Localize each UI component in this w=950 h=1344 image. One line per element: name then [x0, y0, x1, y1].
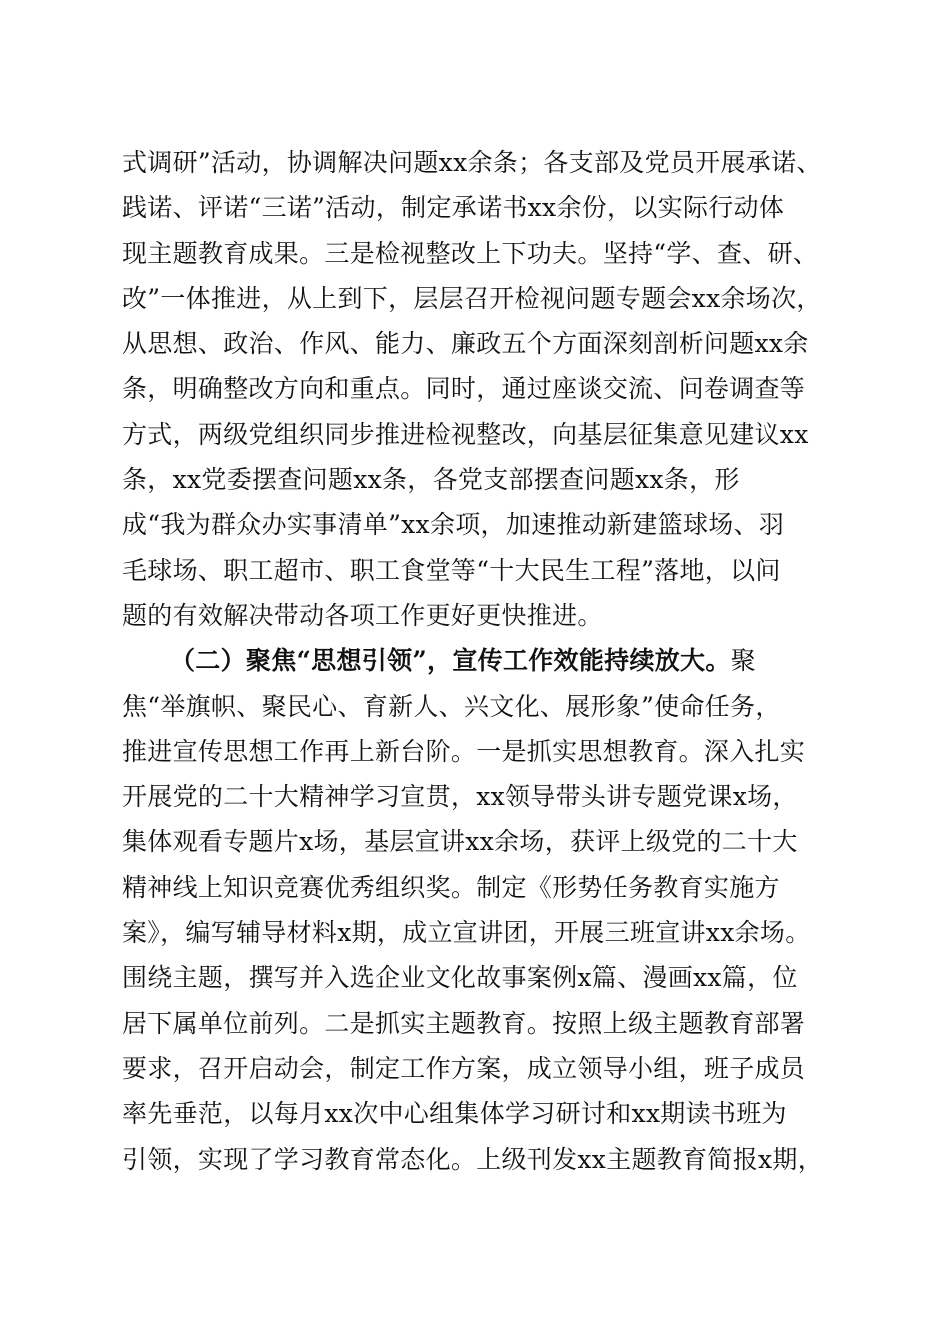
section-heading: （二）聚焦“思想引领”，宣传工作效能持续放大。	[170, 646, 731, 676]
paragraph-line: 围绕主题，撰写并入选企业文化故事案例x篇、漫画xx篇，位	[122, 963, 798, 993]
paragraph-line: 居下属单位前列。二是抓实主题教育。按照上级主题教育部署	[122, 1008, 806, 1038]
paragraph-line: 焦“举旗帜、聚民心、育新人、兴文化、展形象”使命任务，	[122, 691, 781, 721]
paragraph-line: 毛球场、职工超市、职工食堂等“十大民生工程”落地，以问	[122, 555, 781, 585]
paragraph-line: 改”一体推进，从上到下，层层召开检视问题专题会xx余场次，	[122, 283, 822, 313]
paragraph-line: 条，xx党委摆查问题xx条，各党支部摆查问题xx条，形	[122, 465, 740, 495]
document-body	[122, 140, 842, 1182]
paragraph-line: 成“我为群众办实事清单”xx余项，加速推动新建篮球场、羽	[122, 510, 785, 540]
paragraph-line: 践诺、评诺“三诺”活动，制定承诺书xx余份，以实际行动体	[122, 193, 785, 223]
paragraph-line: 案》，编写辅导材料x期，成立宣讲团，开展三班宣讲xx余场。	[122, 918, 811, 948]
heading-line-rest: 聚	[730, 646, 756, 676]
paragraph-1	[122, 140, 842, 638]
paragraph-line: 要求，召开启动会，制定工作方案，成立领导小组，班子成员	[122, 1053, 806, 1083]
paragraph-line: 方式，两级党组织同步推进检视整改，向基层征集意见建议xx	[122, 419, 809, 449]
paragraph-line: 题的有效解决带动各项工作更好更快推进。	[122, 600, 603, 630]
paragraph-line: 从思想、政治、作风、能力、廉政五个方面深刻剖析问题xx余	[122, 329, 809, 359]
paragraph-line: 现主题教育成果。三是检视整改上下功夫。坚持“学、查、研、	[122, 238, 819, 268]
paragraph-line: 精神线上知识竞赛优秀组织奖。制定《形势任务教育实施方	[122, 872, 780, 902]
paragraph-line: 引领，实现了学习教育常态化。上级刊发xx主题教育简报x期，	[122, 1144, 823, 1174]
paragraph-2	[122, 638, 842, 1182]
section-heading-line	[122, 638, 842, 683]
paragraph-line: 条，明确整改方向和重点。同时，通过座谈交流、问卷调查等	[122, 374, 806, 404]
paragraph-line: 推进宣传思想工作再上新台阶。一是抓实思想教育。深入扎实	[122, 736, 806, 766]
paragraph-line: 率先垂范，以每月xx次中心组集体学习研讨和xx期读书班为	[122, 1099, 787, 1129]
paragraph-line: 开展党的二十大精神学习宣贯，xx领导带头讲专题党课x场，	[122, 782, 798, 812]
paragraph-line: 式调研”活动，协调解决问题xx余条；各支部及党员开展承诺、	[122, 148, 822, 177]
paragraph-line: 集体观看专题片x场，基层宣讲xx余场，获评上级党的二十大	[122, 827, 798, 857]
